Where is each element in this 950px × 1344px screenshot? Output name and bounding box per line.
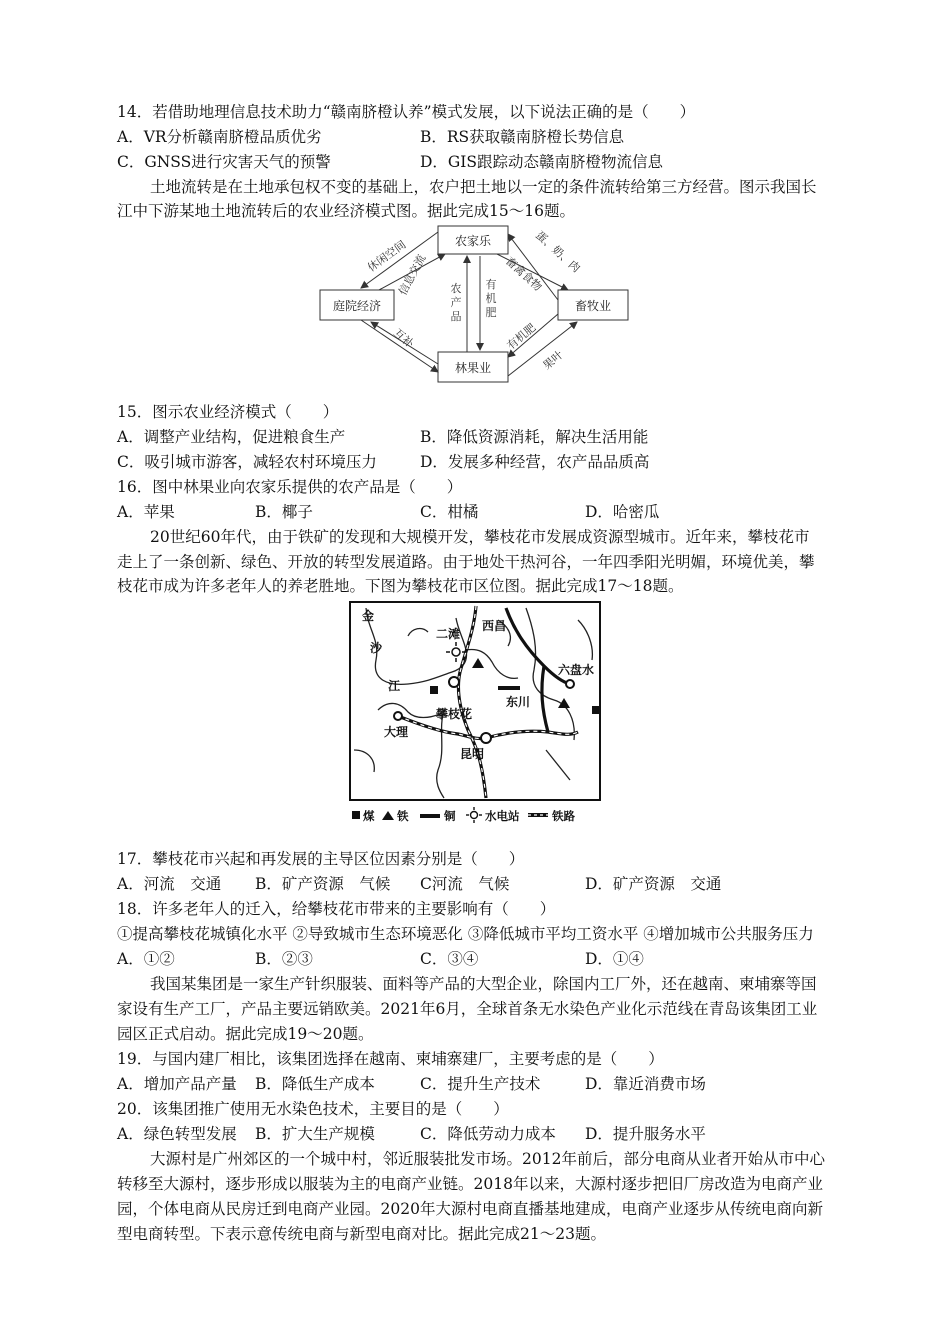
q17-option-d[interactable]: D．矿产资源 交通 <box>585 875 722 893</box>
q15-option-b[interactable]: B．降低资源消耗，解决生活用能 <box>420 428 649 446</box>
q14-option-b[interactable]: B．RS获取赣南脐橙长势信息 <box>420 128 625 146</box>
q20-option-a[interactable]: A．绿色转型发展 <box>117 1125 237 1143</box>
legend-coal-symbol <box>352 811 360 819</box>
node-label-right: 畜牧业 <box>574 299 612 313</box>
q18-option-d[interactable]: D．①④ <box>585 950 644 968</box>
q14-option-d[interactable]: D．GIS跟踪动态赣南脐橙物流信息 <box>420 153 664 171</box>
passage3-line2: 家设有生产工厂，产品主要远销欧美。2021年6月，全球首条无水染色产业化示范线在青岛该集团工业 <box>117 1000 818 1018</box>
passage4-line3: 园，个体电商从民房迁到电商产业园。2020年大源村电商直播基地建成，电商产业逐步从传统电商向新 <box>117 1200 823 1218</box>
q20-stem: 20．该集团推广使用无水染色技术，主要目的是（ ） <box>117 1100 509 1118</box>
map-label-sha: 沙 <box>370 641 383 655</box>
passage4-line1: 大源村是广州郊区的一个城中村，邻近服装批发市场。2012年前后，部分电商从业者开始从市中心 <box>150 1150 825 1168</box>
node-label-top: 农家乐 <box>454 234 492 248</box>
city-panzhihua-marker <box>449 677 459 687</box>
edge-label-feed: 畜禽食物 <box>502 254 545 294</box>
edge-label-mutual: 互补 <box>391 326 417 351</box>
q20-option-b[interactable]: B．扩大生产规模 <box>255 1125 375 1143</box>
q18-option-b[interactable]: B．②③ <box>255 950 313 968</box>
legend-hydro: 水电站 <box>485 809 520 823</box>
map-label-ertan: 二滩 <box>436 627 461 641</box>
q14-stem: 14．若借助地理信息技术助力“赣南脐橙认养”模式发展，以下说法正确的是（ ） <box>117 103 696 121</box>
map-label-panzhihua: 攀枝花 <box>436 707 473 721</box>
q17-option-c[interactable]: C河流 气候 <box>420 875 510 893</box>
passage4-line4: 型电商转型。下表示意传统电商与新型电商对比。据此完成21～23题。 <box>117 1225 606 1243</box>
passage2-line1: 20世纪60年代，由于铁矿的发现和大规模开发，攀枝花市发展成资源型城市。近年来，攀枝花市 <box>150 528 810 546</box>
city-dali-marker <box>394 712 402 720</box>
map-label-kunming: 昆明 <box>460 747 485 761</box>
q16-option-d[interactable]: D．哈密瓜 <box>585 503 660 521</box>
passage1-line2: 江中下游某地土地流转后的农业经济模式图。据此完成15～16题。 <box>117 202 575 220</box>
passage1-line1: 土地流转是在土地承包权不变的基础上，农户把土地以一定的条件流转给第三方经营。图示我国长 <box>150 178 817 196</box>
edge-label-eggs: 蛋、奶、肉 <box>532 228 583 276</box>
legend-copper-symbol <box>420 814 440 818</box>
q18-option-c[interactable]: C．③④ <box>420 950 479 968</box>
q15-option-d[interactable]: D．发展多种经营，农产品品质高 <box>420 453 650 471</box>
q16-option-a[interactable]: A．苹果 <box>117 503 175 521</box>
city-liupanshui-marker <box>566 680 574 688</box>
q16-option-c[interactable]: C．柑橘 <box>420 503 479 521</box>
map-label-jin: 金 <box>362 609 375 623</box>
q16-option-b[interactable]: B．椰子 <box>255 503 313 521</box>
q20-option-d[interactable]: D．提升服务水平 <box>585 1125 706 1143</box>
edge-label-produce: 农产品 <box>450 282 462 323</box>
legend-copper: 铜 <box>444 809 456 823</box>
edge-label-info: 信息交流 <box>396 252 429 298</box>
q18-stem: 18．许多老年人的迁入，给攀枝花市带来的主要影响有（ ） <box>117 900 556 918</box>
q17-stem: 17．攀枝花市兴起和再发展的主导区位因素分别是（ ） <box>117 850 525 868</box>
map-legend <box>352 807 575 823</box>
map-label-jiang: 江 <box>388 679 401 693</box>
edge-label-manure-center: 有机肥 <box>485 278 497 319</box>
coal-symbol-west <box>430 686 438 694</box>
q19-option-a[interactable]: A．增加产品产量 <box>117 1075 237 1093</box>
q17-option-a[interactable]: A．河流 交通 <box>117 875 222 893</box>
node-label-bottom: 林果业 <box>454 361 492 375</box>
city-kunming-marker <box>481 733 491 743</box>
q19-option-c[interactable]: C．提升生产技术 <box>420 1075 541 1093</box>
q19-option-d[interactable]: D．靠近消费市场 <box>585 1075 706 1093</box>
q14-option-a[interactable]: A．VR分析赣南脐橙品质优劣 <box>117 128 322 146</box>
q15-option-c[interactable]: C．吸引城市游客，减轻农村环境压力 <box>117 453 377 471</box>
legend-iron-symbol <box>382 811 394 820</box>
map-label-dongchuan: 东川 <box>506 695 531 709</box>
passage2-line3: 枝花市成为许多老年人的养老胜地。下图为攀枝花市区位图。据此完成17～18题。 <box>117 577 684 595</box>
passage4-line2: 转移至大源村，逐步形成以服装为主的电商产业链。2018年以来，大源村逐步把旧厂房改造为电商产业 <box>117 1175 823 1193</box>
coal-symbol-east <box>592 706 600 714</box>
legend-coal: 煤 <box>363 809 375 823</box>
edge-label-leaves: 果叶 <box>540 348 566 373</box>
panzhihua-location-map <box>348 600 608 830</box>
q18-option-a[interactable]: A．①② <box>117 950 175 968</box>
edge-label-manure-right: 有机肥 <box>504 321 539 353</box>
legend-iron: 铁 <box>397 809 409 823</box>
q19-stem: 19．与国内建厂相比，该集团选择在越南、柬埔寨建厂，主要考虑的是（ ） <box>117 1050 664 1068</box>
passage3-line1: 我国某集团是一家生产针织服装、面料等产品的大型企业，除国内工厂外，还在越南、柬埔寨等国 <box>150 975 817 993</box>
passage3-line3: 园区正式启动。据此完成19～20题。 <box>117 1025 374 1043</box>
agri-diagram <box>315 222 635 387</box>
q17-option-b[interactable]: B．矿产资源 气候 <box>255 875 391 893</box>
node-label-left: 庭院经济 <box>332 299 382 313</box>
legend-hydro-symbol <box>466 807 482 823</box>
q15-stem: 15．图示农业经济模式（ ） <box>117 403 339 421</box>
q15-option-a[interactable]: A．调整产业结构，促进粮食生产 <box>117 428 346 446</box>
copper-symbol <box>498 686 520 690</box>
q14-option-c[interactable]: C．GNSS进行灾害天气的预警 <box>117 153 331 171</box>
q20-option-c[interactable]: C．降低劳动力成本 <box>420 1125 556 1143</box>
q19-option-b[interactable]: B．降低生产成本 <box>255 1075 375 1093</box>
legend-railway: 铁路 <box>552 809 575 823</box>
q18-items: ①提高攀枝花城镇化水平 ②导致城市生态环境恶化 ③降低城市平均工资水平 ④增加城市公共服务压力 <box>117 925 814 943</box>
q16-stem: 16．图中林果业向农家乐提供的农产品是（ ） <box>117 478 463 496</box>
map-label-dali: 大理 <box>384 725 409 739</box>
map-label-liupanshui: 六盘水 <box>558 663 595 677</box>
map-label-xichang: 西昌 <box>482 619 507 633</box>
passage2-line2: 走上了一条创新、绿色、开放的转型发展道路。由于地处干热河谷，一年四季阳光明媚，环境优美，攀 <box>117 553 815 571</box>
edge-label-leisure: 休闲空间 <box>365 238 409 275</box>
